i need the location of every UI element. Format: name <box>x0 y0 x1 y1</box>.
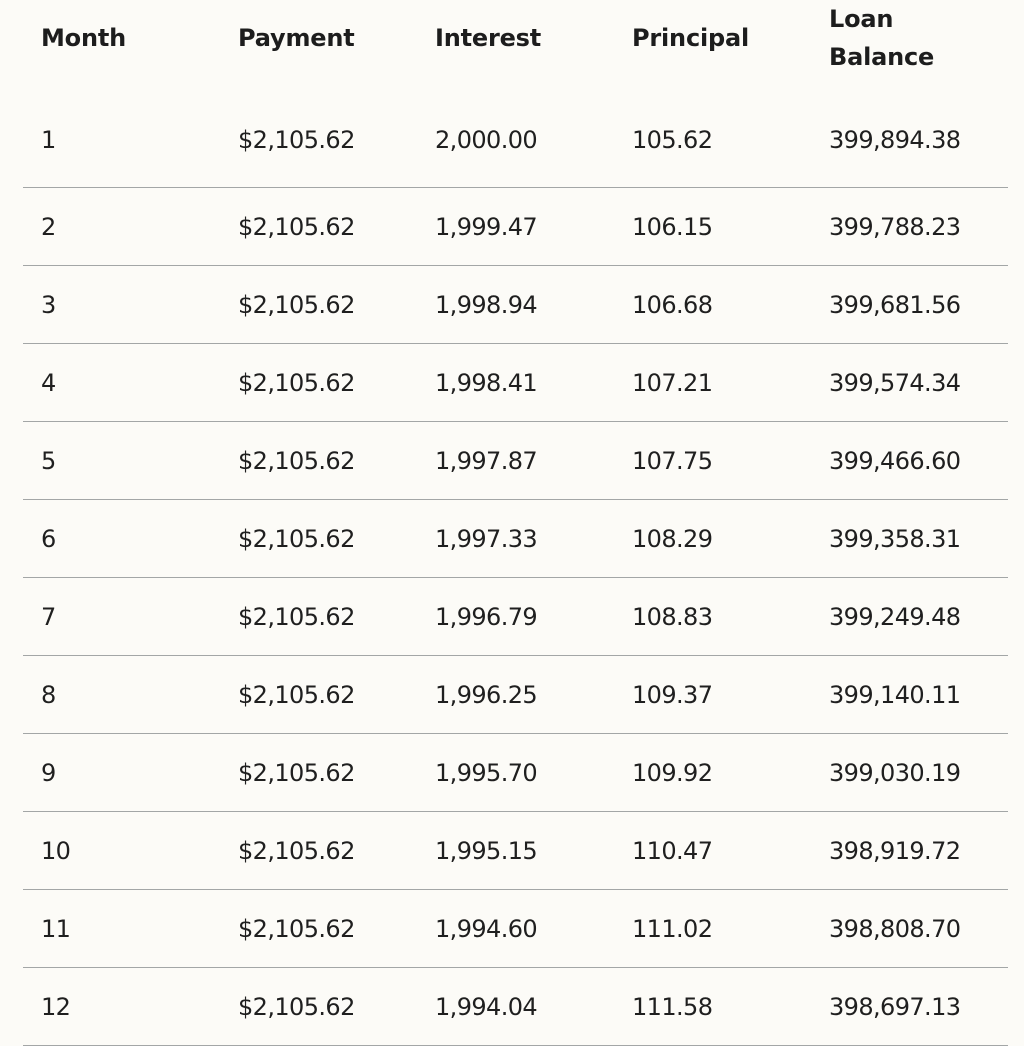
table-row <box>23 500 1008 578</box>
cell-interest: 1,996.79 <box>417 578 614 656</box>
cell-month: 7 <box>23 578 220 656</box>
cell-interest: 1,995.70 <box>417 734 614 812</box>
column-header-principal: Principal <box>632 24 749 52</box>
cell-month: 12 <box>23 968 220 1046</box>
cell-payment: $2,105.62 <box>220 500 417 578</box>
cell-loan-balance: 398,697.13 <box>811 968 1008 1046</box>
cell-principal: 108.29 <box>614 500 811 578</box>
table-row <box>23 422 1008 500</box>
cell-loan-balance: 399,466.60 <box>811 422 1008 500</box>
cell-principal: 111.58 <box>614 968 811 1046</box>
column-header-loan-balance-line-2: Balance <box>829 43 935 71</box>
cell-month: 3 <box>23 266 220 344</box>
cell-interest: 1,994.04 <box>417 968 614 1046</box>
cell-principal: 106.15 <box>614 188 811 266</box>
column-header-loan-balance <box>811 0 1008 76</box>
column-header-interest: Interest <box>435 24 542 52</box>
cell-principal: 110.47 <box>614 812 811 890</box>
cell-payment: $2,105.62 <box>220 578 417 656</box>
cell-payment: $2,105.62 <box>220 812 417 890</box>
cell-loan-balance: 398,919.72 <box>811 812 1008 890</box>
table-row <box>23 188 1008 266</box>
amortization-table <box>23 0 1008 1046</box>
cell-principal: 111.02 <box>614 890 811 968</box>
cell-principal: 109.37 <box>614 656 811 734</box>
cell-payment: $2,105.62 <box>220 344 417 422</box>
cell-payment: $2,105.62 <box>220 890 417 968</box>
cell-principal: 107.75 <box>614 422 811 500</box>
cell-month: 2 <box>23 188 220 266</box>
cell-payment: $2,105.62 <box>220 734 417 812</box>
cell-principal: 109.92 <box>614 734 811 812</box>
cell-interest: 1,997.87 <box>417 422 614 500</box>
cell-interest: 1,998.94 <box>417 266 614 344</box>
cell-principal: 107.21 <box>614 344 811 422</box>
table-row <box>23 344 1008 422</box>
cell-loan-balance: 399,140.11 <box>811 656 1008 734</box>
column-header-payment: Payment <box>238 24 355 52</box>
header-row <box>23 0 1008 76</box>
table-row <box>23 890 1008 968</box>
cell-interest: 2,000.00 <box>417 76 614 188</box>
cell-loan-balance: 398,808.70 <box>811 890 1008 968</box>
cell-month: 10 <box>23 812 220 890</box>
table-row <box>23 578 1008 656</box>
cell-loan-balance: 399,894.38 <box>811 76 1008 188</box>
cell-interest: 1,995.15 <box>417 812 614 890</box>
cell-payment: $2,105.62 <box>220 968 417 1046</box>
cell-principal: 108.83 <box>614 578 811 656</box>
table-row <box>23 266 1008 344</box>
table-row <box>23 76 1008 188</box>
cell-month: 1 <box>23 76 220 188</box>
cell-interest: 1,994.60 <box>417 890 614 968</box>
cell-interest: 1,999.47 <box>417 188 614 266</box>
cell-month: 6 <box>23 500 220 578</box>
cell-payment: $2,105.62 <box>220 76 417 188</box>
cell-month: 11 <box>23 890 220 968</box>
cell-month: 5 <box>23 422 220 500</box>
table-row <box>23 656 1008 734</box>
cell-month: 8 <box>23 656 220 734</box>
cell-month: 9 <box>23 734 220 812</box>
table-header <box>23 0 1008 76</box>
cell-loan-balance: 399,249.48 <box>811 578 1008 656</box>
table-body <box>23 76 1008 1046</box>
cell-payment: $2,105.62 <box>220 188 417 266</box>
table-row <box>23 734 1008 812</box>
cell-payment: $2,105.62 <box>220 266 417 344</box>
cell-loan-balance: 399,788.23 <box>811 188 1008 266</box>
table-row <box>23 968 1008 1046</box>
cell-payment: $2,105.62 <box>220 656 417 734</box>
cell-loan-balance: 399,681.56 <box>811 266 1008 344</box>
cell-interest: 1,997.33 <box>417 500 614 578</box>
cell-loan-balance: 399,358.31 <box>811 500 1008 578</box>
cell-interest: 1,996.25 <box>417 656 614 734</box>
table-row <box>23 812 1008 890</box>
cell-principal: 106.68 <box>614 266 811 344</box>
cell-loan-balance: 399,030.19 <box>811 734 1008 812</box>
cell-payment: $2,105.62 <box>220 422 417 500</box>
column-header-loan-balance-line-1: Loan <box>829 5 894 33</box>
cell-principal: 105.62 <box>614 76 811 188</box>
column-header-month: Month <box>41 24 127 52</box>
cell-month: 4 <box>23 344 220 422</box>
amortization-table-container <box>23 0 1008 1046</box>
cell-interest: 1,998.41 <box>417 344 614 422</box>
cell-loan-balance: 399,574.34 <box>811 344 1008 422</box>
